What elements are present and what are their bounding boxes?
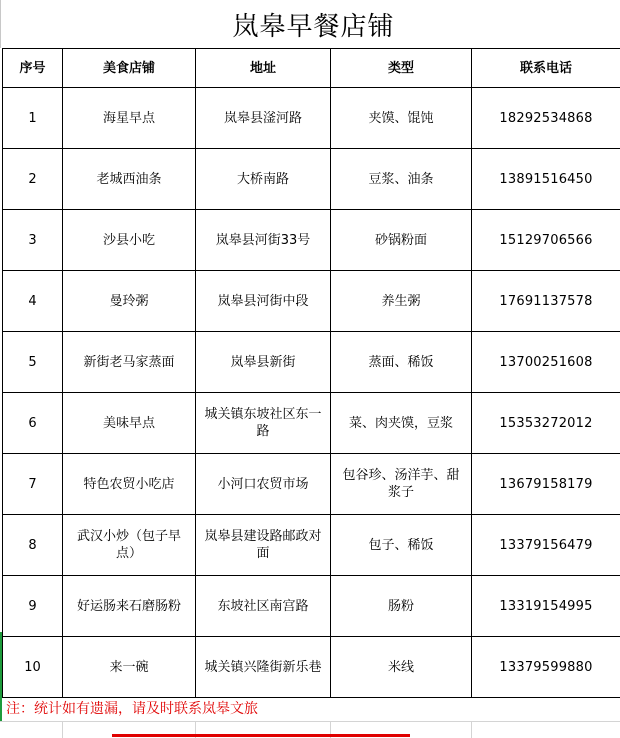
cell-no[interactable]: 8 — [3, 515, 63, 576]
cell-type[interactable]: 砂锅粉面 — [331, 210, 472, 271]
cell-type[interactable]: 包谷珍、汤洋芋、甜浆子 — [331, 454, 472, 515]
cell-shop[interactable]: 好运肠来石磨肠粉 — [63, 576, 196, 637]
cell-type[interactable]: 养生粥 — [331, 271, 472, 332]
cell-phone[interactable]: 15353272012 — [472, 393, 620, 454]
table-row — [3, 393, 620, 454]
table-row — [3, 149, 620, 210]
cell-type[interactable]: 包子、稀饭 — [331, 515, 472, 576]
cell-phone[interactable]: 15129706566 — [472, 210, 620, 271]
cell-type[interactable]: 豆浆、油条 — [331, 149, 472, 210]
header-cell-no[interactable]: 序号 — [3, 49, 63, 88]
cell-no[interactable]: 9 — [3, 576, 63, 637]
red-underline-mark — [112, 734, 410, 737]
cell-no[interactable]: 6 — [3, 393, 63, 454]
cell-shop[interactable]: 老城西油条 — [63, 149, 196, 210]
header-cell-phone[interactable]: 联系电话 — [472, 49, 620, 88]
cell-address[interactable]: 东坡社区南宫路 — [196, 576, 331, 637]
cell-type[interactable]: 蒸面、稀饭 — [331, 332, 472, 393]
cell-shop[interactable]: 曼玲粥 — [63, 271, 196, 332]
shop-table — [2, 48, 620, 698]
table-row — [3, 332, 620, 393]
sheet-title-cell[interactable] — [0, 0, 620, 48]
cell-type[interactable]: 肠粉 — [331, 576, 472, 637]
cell-address[interactable]: 城关镇东坡社区东一路 — [196, 393, 331, 454]
gridline — [471, 722, 472, 738]
cell-address[interactable]: 岚皋县建设路邮政对面 — [196, 515, 331, 576]
cell-no[interactable]: 4 — [3, 271, 63, 332]
cell-address[interactable]: 岚皋县河街中段 — [196, 271, 331, 332]
note-text: 注：统计如有遗漏，请及时联系岚皋文旅 — [6, 701, 258, 717]
cell-shop[interactable]: 来一碗 — [63, 637, 196, 698]
cell-no[interactable]: 7 — [3, 454, 63, 515]
cell-no[interactable]: 10 — [3, 637, 63, 698]
table-row — [3, 515, 620, 576]
note-cell[interactable] — [0, 695, 620, 721]
header-row — [3, 49, 620, 88]
cell-address[interactable]: 岚皋县新街 — [196, 332, 331, 393]
header-cell-type[interactable]: 类型 — [331, 49, 472, 88]
cell-address[interactable]: 岚皋县河街33号 — [196, 210, 331, 271]
table-row — [3, 210, 620, 271]
cell-shop[interactable]: 新街老马家蒸面 — [63, 332, 196, 393]
cell-phone[interactable]: 13700251608 — [472, 332, 620, 393]
cell-no[interactable]: 2 — [3, 149, 63, 210]
sheet-title: 岚皋早餐店铺 — [232, 11, 395, 42]
cell-no[interactable]: 5 — [3, 332, 63, 393]
cell-phone[interactable]: 13319154995 — [472, 576, 620, 637]
cell-shop[interactable]: 沙县小吃 — [63, 210, 196, 271]
cell-phone[interactable]: 13379156479 — [472, 515, 620, 576]
header-cell-address[interactable]: 地址 — [196, 49, 331, 88]
cell-phone[interactable]: 13379599880 — [472, 637, 620, 698]
table-row — [3, 454, 620, 515]
header-cell-shop[interactable]: 美食店铺 — [63, 49, 196, 88]
table-row — [3, 576, 620, 637]
cell-type[interactable]: 菜、肉夹馍，豆浆 — [331, 393, 472, 454]
cell-no[interactable]: 3 — [3, 210, 63, 271]
cell-no[interactable]: 1 — [3, 88, 63, 149]
cell-address[interactable]: 城关镇兴隆街新乐巷 — [196, 637, 331, 698]
cell-shop[interactable]: 美味早点 — [63, 393, 196, 454]
table-row — [3, 637, 620, 698]
cell-phone[interactable]: 13891516450 — [472, 149, 620, 210]
cell-shop[interactable]: 海星早点 — [63, 88, 196, 149]
cell-shop[interactable]: 武汉小炒（包子早点） — [63, 515, 196, 576]
cell-phone[interactable]: 18292534868 — [472, 88, 620, 149]
table-row — [3, 88, 620, 149]
cell-shop[interactable]: 特色农贸小吃店 — [63, 454, 196, 515]
cell-phone[interactable]: 13679158179 — [472, 454, 620, 515]
cell-address[interactable]: 岚皋县滏河路 — [196, 88, 331, 149]
cell-phone[interactable]: 17691137578 — [472, 271, 620, 332]
cell-address[interactable]: 大桥南路 — [196, 149, 331, 210]
cell-type[interactable]: 夹馍、馄饨 — [331, 88, 472, 149]
cell-type[interactable]: 米线 — [331, 637, 472, 698]
cell-address[interactable]: 小河口农贸市场 — [196, 454, 331, 515]
selection-edge-marker — [0, 632, 2, 695]
gridline — [62, 722, 63, 738]
table-row — [3, 271, 620, 332]
